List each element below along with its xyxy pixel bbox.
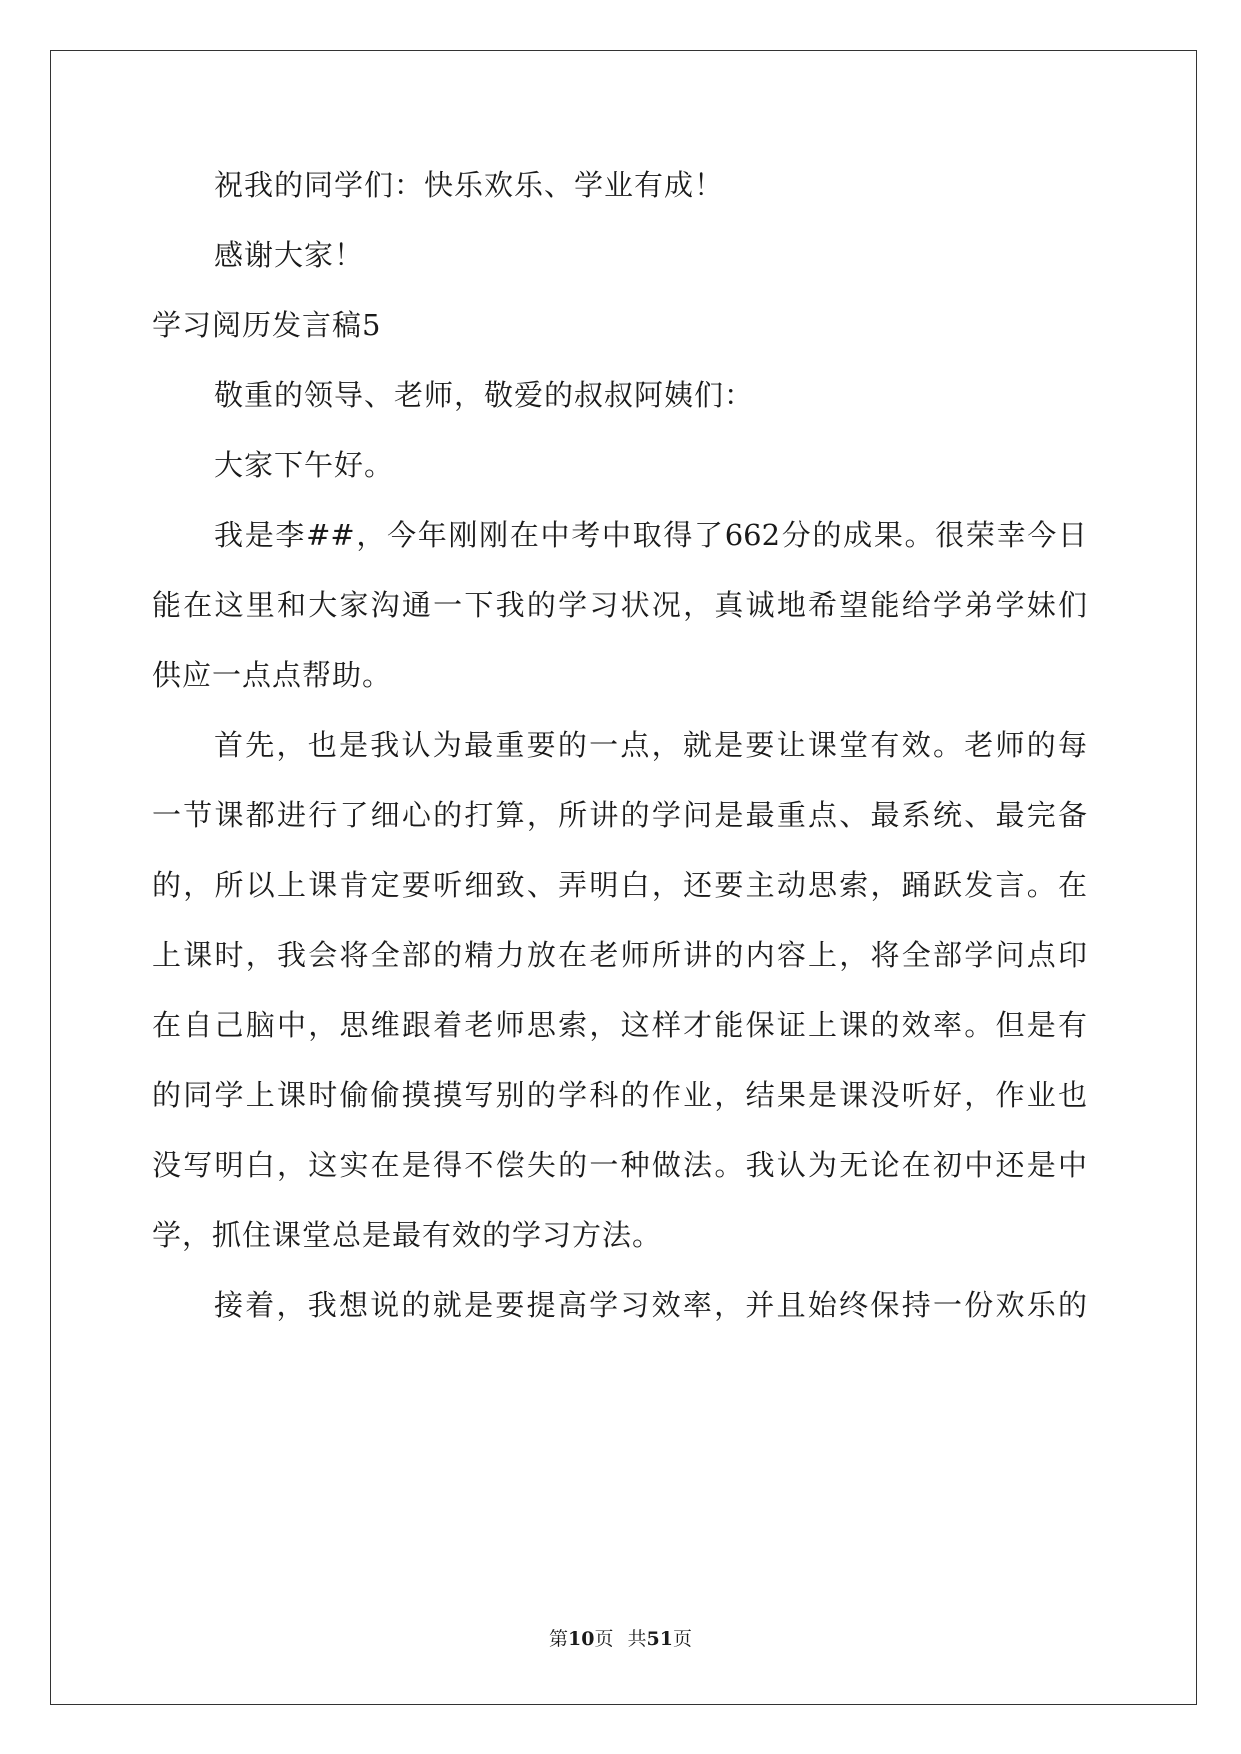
closing-wish: 祝我的同学们：快乐欢乐、学业有成！: [214, 168, 725, 202]
paragraph-line: 一节课都进行了细心的打算，所讲的学问是最重点、最系统、最完备: [152, 798, 1087, 832]
paragraph-line: 没写明白，这实在是得不偿失的一种做法。我认为无论在初中还是中: [152, 1148, 1087, 1182]
paragraph-line: 学，抓住课堂总是最有效的学习方法。: [152, 1218, 663, 1252]
salutation: 敬重的领导、老师，敬爱的叔叔阿姨们：: [214, 378, 755, 412]
paragraph-line: 首先，也是我认为最重要的一点，就是要让课堂有效。老师的每: [214, 728, 1087, 762]
paragraph-line: 的同学上课时偷偷摸摸写别的学科的作业，结果是课没听好，作业也: [152, 1078, 1087, 1112]
section-title: 学习阅历发言稿5: [152, 308, 382, 342]
paragraph-line: 上课时，我会将全部的精力放在老师所讲的内容上，将全部学问点印: [152, 938, 1087, 972]
footer-middle: 页: [594, 1628, 614, 1650]
paragraph-line: 能在这里和大家沟通一下我的学习状况，真诚地希望能给学弟学妹们: [152, 588, 1087, 622]
paragraph-line: 在自己脑中，思维跟着老师思索，这样才能保证上课的效率。但是有: [152, 1008, 1087, 1042]
page-footer: [0, 1627, 1241, 1651]
footer-prefix: 第: [549, 1628, 569, 1650]
paragraph-line: 的，所以上课肯定要听细致、弄明白，还要主动思索，踊跃发言。在: [152, 868, 1087, 902]
footer-suffix: 页: [672, 1628, 692, 1650]
footer-total-prefix: 共: [627, 1628, 647, 1650]
paragraph-line: 接着，我想说的就是要提高学习效率，并且始终保持一份欢乐的: [214, 1288, 1087, 1322]
closing-thanks: 感谢大家！: [214, 238, 365, 272]
total-pages: 51: [646, 1628, 673, 1650]
paragraph-line: 我是李##，今年刚刚在中考中取得了662分的成果。很荣幸今日: [214, 518, 1087, 552]
page-number: 10: [568, 1628, 595, 1650]
paragraph-line: 供应一点点帮助。: [152, 658, 393, 692]
greeting: 大家下午好。: [214, 448, 395, 482]
